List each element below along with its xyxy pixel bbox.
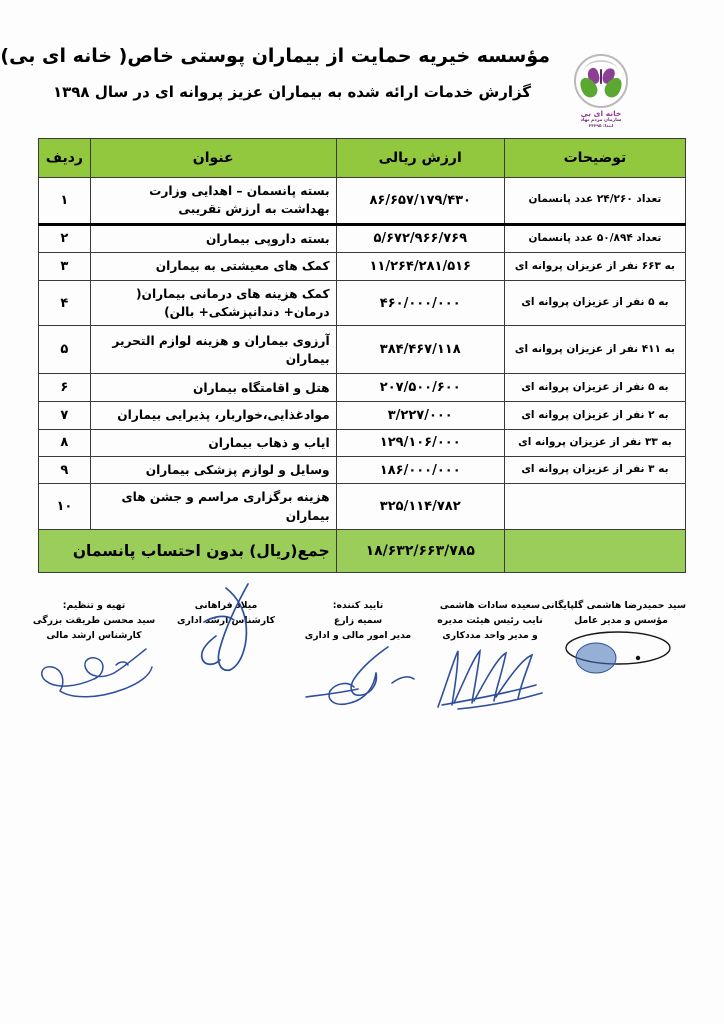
page-subtitle: گزارش خدمات ارائه شده به بیماران عزیز پروانه ای در سال ۱۳۹۸ [52, 82, 532, 101]
table-row [39, 178, 686, 225]
signature-position: مؤسس و مدیر عامل [574, 615, 668, 627]
cell-note: به ۵ نفر از عزیزان پروانه ای [504, 374, 685, 402]
signature-position: کارشناس ارشد اداری [176, 615, 276, 627]
cell-value: ۸۶/۶۵۷/۱۷۹/۴۳۰ [336, 178, 504, 225]
total-note [504, 529, 685, 572]
cell-value: ۲۰۷/۵۰۰/۶۰۰ [336, 374, 504, 402]
signature-block-founder [541, 598, 686, 686]
cell-title: کمک های معیشتی به بیماران [90, 252, 336, 280]
cell-title: موادغذایی،خواربار، پذیرایی بیماران [90, 402, 336, 429]
signature-block-approver [292, 598, 424, 711]
table-row [39, 484, 686, 530]
cell-rank: ۵ [39, 326, 91, 374]
handwritten-signature-icon [160, 630, 292, 706]
table-body [39, 178, 686, 573]
cell-title: بسته پانسمان – اهدایی وزارت بهداشت به ارزش تقریبی [90, 178, 336, 225]
table-row [39, 326, 686, 374]
signature-position: مدیر امور مالی و اداری [304, 630, 412, 642]
signature-name: میلاد فراهانی [194, 600, 258, 611]
signature-block-admin-expert [160, 598, 292, 706]
cell-title: وسایل و لوازم پزشکی بیماران [90, 457, 336, 484]
signature-block-board-vice-chair [424, 598, 556, 711]
logo-name: خانه ای بی [580, 109, 622, 118]
cell-title: آرزوی بیماران و هزینه لوازم التحریر بیماران [90, 326, 336, 374]
table-header-row [39, 139, 686, 178]
cell-rank: ۹ [39, 457, 91, 484]
cell-note: به ۳ نفر از عزیزان پروانه ای [504, 457, 685, 484]
cell-rank: ۱ [39, 178, 91, 225]
official-stamp-icon [556, 628, 686, 686]
cell-rank: ۳ [39, 252, 91, 280]
table-row [39, 402, 686, 429]
signature-name: سید حمیدرضا هاشمی گلپایگانی [541, 600, 686, 611]
table-row [39, 457, 686, 484]
signature-block-preparer [28, 598, 160, 711]
cell-title: هزینه برگزاری مراسم و جشن های بیماران [90, 484, 336, 530]
cell-note: تعداد ۵۰/۸۹۴ عدد پانسمان [504, 224, 685, 252]
column-header-title: عنوان [90, 139, 336, 178]
cell-rank: ۲ [39, 224, 91, 252]
cell-note: به ۲ نفر از عزیزان پروانه ای [504, 402, 685, 429]
report-table [38, 138, 686, 573]
logo-subtitle-1: سازمان مردم نهاد [580, 118, 622, 124]
cell-note: به ۳۳ نفر از عزیزان پروانه ای [504, 429, 685, 456]
cell-value: ۱۱/۲۶۴/۲۸۱/۵۱۶ [336, 252, 504, 280]
column-header-note: توضیحات [504, 139, 685, 178]
report-table-container [38, 138, 686, 573]
cell-value: ۳۲۵/۱۱۴/۷۸۲ [336, 484, 504, 530]
cell-rank: ۴ [39, 280, 91, 326]
table-row [39, 429, 686, 456]
cell-note: به ۴۱۱ نفر از عزیزان پروانه ای [504, 326, 685, 374]
handwritten-signature-icon [292, 645, 424, 711]
total-label: جمع(ریال) بدون احتساب پانسمان [39, 529, 337, 572]
table-row [39, 280, 686, 326]
table-row [39, 224, 686, 252]
table-row [39, 374, 686, 402]
cell-note [504, 484, 685, 530]
cell-note: تعداد ۲۴/۲۶۰ عدد پانسمان [504, 178, 685, 225]
cell-note: به ۵ نفر از عزیزان پروانه ای [504, 280, 685, 326]
signature-role-prefix: تهیه و تنظیم: [62, 600, 126, 611]
cell-value: ۳/۲۲۷/۰۰۰ [336, 402, 504, 429]
signature-role-prefix: تایید کننده: [332, 600, 384, 611]
signature-section [28, 598, 686, 711]
logo-subtitle-2: ابتدا: ۳۳۳۹۵ [588, 122, 614, 128]
logo-emblem-icon [574, 54, 628, 108]
document-header [0, 44, 700, 134]
table-total-row [39, 529, 686, 572]
signature-name: سمیه زارع [333, 615, 383, 627]
cell-title: کمک هزینه های درمانی بیماران( درمان+ دندانپزشکی+ بالن) [90, 280, 336, 326]
cell-value: ۱۸۶/۰۰۰/۰۰۰ [336, 457, 504, 484]
handwritten-signature-icon [28, 645, 160, 711]
cell-title: بسته داروپی بیماران [90, 224, 336, 252]
signature-name: سعیده سادات هاشمی [439, 600, 541, 611]
handwritten-signature-icon [424, 645, 556, 711]
page-title: مؤسسه خیریه حمایت از بیماران پوستی خاص( خانه ای بی) [0, 45, 550, 67]
cell-rank: ۱۰ [39, 484, 91, 530]
table-row [39, 252, 686, 280]
signature-position-extra: و مدیر واحد مددکاری [442, 630, 538, 642]
title-block [0, 44, 550, 102]
cell-rank: ۷ [39, 402, 91, 429]
cell-value: ۳۸۴/۴۶۷/۱۱۸ [336, 326, 504, 374]
cell-value: ۴۶۰/۰۰۰/۰۰۰ [336, 280, 504, 326]
cell-rank: ۸ [39, 429, 91, 456]
cell-title: هتل و اقامتگاه بیماران [90, 374, 336, 402]
column-header-value: ارزش ریالی [336, 139, 504, 178]
column-header-rank: ردیف [39, 139, 91, 178]
cell-value: ۵/۶۷۲/۹۶۶/۷۶۹ [336, 224, 504, 252]
signature-name: سید محسن طریقت بزرگی [32, 615, 156, 627]
cell-value: ۱۲۹/۱۰۶/۰۰۰ [336, 429, 504, 456]
total-value: ۱۸/۶۳۲/۶۶۳/۷۸۵ [336, 529, 504, 572]
cell-note: به ۶۶۳ نفر از عزیزان پروانه ای [504, 252, 685, 280]
cell-rank: ۶ [39, 374, 91, 402]
cell-title: ایاب و ذهاب بیماران [90, 429, 336, 456]
organization-logo [564, 54, 638, 134]
signature-position: کارشناس ارشد مالی [46, 630, 142, 642]
signature-position: نایب رئیس هیئت مدیره [437, 615, 543, 627]
